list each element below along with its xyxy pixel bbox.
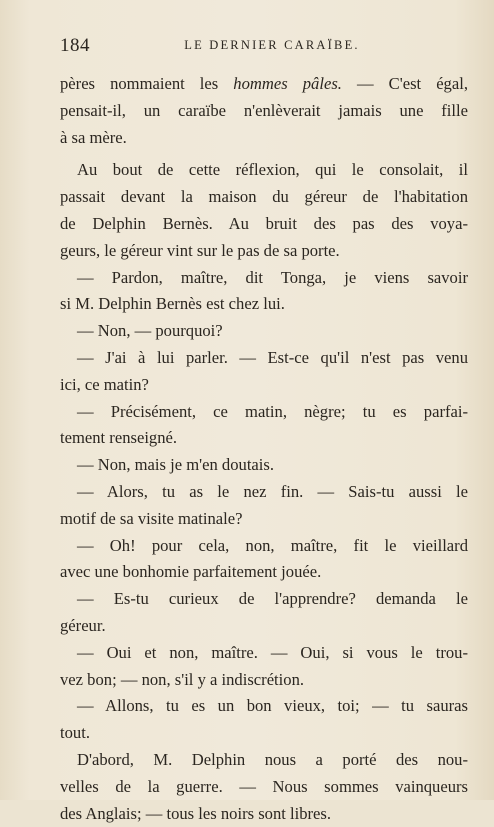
running-title: LE DERNIER CARAÏBE. [184,38,360,52]
text-line: tout. [60,723,90,743]
text-line: — Allons, tu es un bon vieux, toi; — tu sauras [77,696,468,716]
text-line: si M. Delphin Bernès est chez lui. [60,294,285,314]
text-line: ici, ce matin? [60,374,149,394]
text-line: — Oh! pour cela, non, maître, fit le vieillard [77,535,468,555]
text-line: géreur. [60,615,106,635]
text-line: à sa mère. [60,127,127,147]
page-number: 184 [60,35,90,56]
text-line: tement renseigné. [60,428,178,448]
text-line: — Alors, tu as le nez fin. — Sais-tu aussi le [77,481,468,501]
text-line: pères nommaient les hommes pâles. — C'est égal, [60,74,468,93]
text-line: Au bout de cette réflexion, qui le consolait, il [77,160,468,180]
text-line: — Non, mais je m'en doutais. [77,455,275,475]
text-line: de Delphin Bernès. Au bruit des pas des voya- [60,213,468,233]
text-line: — Oui et non, maître. — Oui, si vous le trou- [77,642,468,662]
text-line: geurs, le géreur vint sur le pas de sa porte. [60,240,340,260]
text-line: passait devant la maison du géreur de l'habitation [60,187,468,207]
text-line: vez bon; — non, s'il y a indiscrétion. [60,669,305,689]
text-line: velles de la guerre. — Nous sommes vainqueurs [60,776,468,796]
text-line: — Précisément, ce matin, nègre; tu es parfai- [77,401,468,421]
text-line: D'abord, M. Delphin nous a porté des nou- [77,749,468,769]
page-body [60,71,468,827]
text-line: motif de sa visite matinale? [60,508,243,528]
text-line: avec une bonhomie parfaitement jouée. [60,562,322,582]
italic-phrase: hommes pâles. [233,74,342,93]
text-line: — Es-tu curieux de l'apprendre? demanda le [77,589,468,609]
text-line: pensait-il, un caraïbe n'enlèverait jamais une fille [60,100,468,120]
text-line: — Pardon, maître, dit Tonga, je viens savoir [77,267,468,287]
text-line: — Non, — pourquoi? [77,321,223,341]
text-line: des Anglais; — tous les noirs sont libres. [60,803,332,823]
page-header [60,35,444,55]
text-line: — J'ai à lui parler. — Est-ce qu'il n'est pas venu [77,347,468,367]
